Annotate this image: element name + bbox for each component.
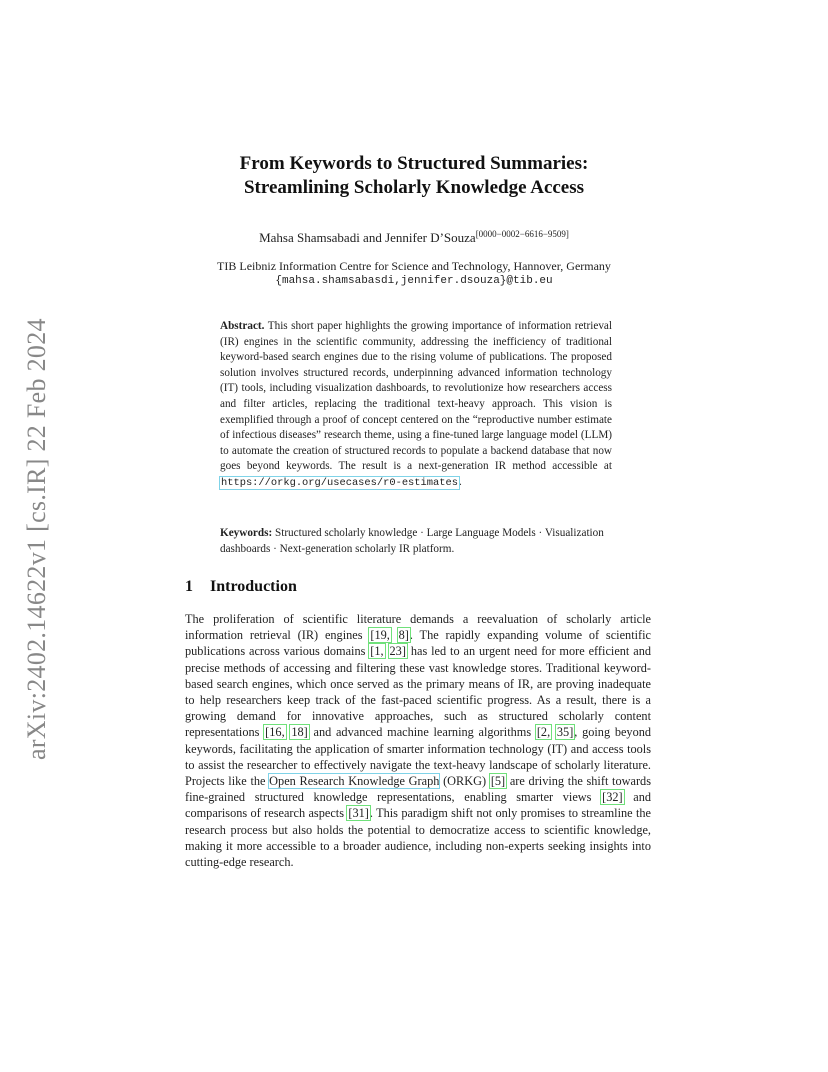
section-heading	[185, 578, 297, 596]
keywords	[220, 526, 620, 557]
abstract-end: .	[458, 475, 462, 488]
citation-link[interactable]: [16,	[265, 725, 285, 740]
orkg-link[interactable]: Open Research Knowledge Graph	[269, 774, 440, 789]
citation-link[interactable]: 18]	[291, 725, 308, 740]
citation-link[interactable]: [19,	[370, 628, 390, 643]
citation-link[interactable]: 23]	[389, 644, 406, 659]
affiliation-block	[0, 259, 828, 289]
intro-text: and advanced machine learning algorithms	[308, 725, 536, 740]
paper-title-line-1: From Keywords to Structured Summaries:	[239, 153, 589, 174]
abstract	[220, 319, 612, 492]
abstract-label: Abstract.	[220, 320, 265, 332]
citation-link[interactable]: [32]	[602, 790, 623, 805]
citation-link[interactable]: 35]	[556, 725, 574, 740]
section-number: 1	[185, 578, 193, 595]
arxiv-identifier-stamp: arXiv:2402.14622v1 [cs.IR] 22 Feb 2024	[22, 318, 51, 760]
intro-text: The proliferation of scientific literature demands a reevaluation of scholarly article information retrieval (IR) engines	[185, 612, 651, 643]
abstract-url-link[interactable]: https://orkg.org/usecases/r0-estimates	[221, 476, 458, 489]
paper-title	[0, 152, 828, 200]
citation-link[interactable]: 8]	[398, 628, 409, 643]
intro-text: , going beyond keywords, facilitating the application of smarter information technology (IT) and access tools to assist the researcher to effectively navigate the text-heavy landscape of scholarly literature. Projects like the	[185, 725, 652, 789]
keywords-label: Keywords:	[220, 527, 273, 539]
intro-text: and comparisons of research aspects	[185, 790, 651, 821]
abstract-text: This short paper highlights the growing importance of information retrieval (IR) engines in the scientific community, addressing the inefficiency of traditional keyword-based search engines due to the rising volume of publications. The proposed solution involves structured records, underpinning advanced information technology (IT) tools, including visualization dashboards, to revolutionize how researchers access and filter articles, replacing the traditional text-heavy approach. This vision is exemplified through a proof of concept centered on the “reproductive number estimate of infectious diseases” research theme, using a fine-tuned large language model (LLM) to automate the creation of structured records to populate a backend database that now goes beyond keywords. The result is a next-generation IR method accessible at	[220, 320, 612, 473]
author-names: Mahsa Shamsabadi and Jennifer D’Souza	[259, 230, 476, 245]
citation-link[interactable]: [5]	[490, 774, 506, 789]
orcid-superscript: [0000−0002−6616−9509]	[475, 229, 569, 239]
keywords-text: Structured scholarly knowledge · Large Language Models · Visualization dashboards · Next-generation scholarly IR platform.	[220, 527, 604, 555]
author-line	[0, 229, 828, 246]
intro-text: . This paradigm shift not only promises to streamline the research process but also holds the potential to democratize access to scientific knowledge, making it more accessible to a broader audience, including non-experts seeking insights into cutting-edge research.	[185, 806, 651, 870]
institution-name: TIB Leibniz Information Centre for Science and Technology, Hannover, Germany	[217, 259, 611, 273]
paper-title-line-2: Streamlining Scholarly Knowledge Access	[243, 177, 585, 198]
citation-link[interactable]: [2,	[536, 725, 551, 740]
intro-text: has led to an urgent need for more efficient and precise methods of accessing and filtering these vast knowledge stores. Traditional keyword-based search engines, which once served as the primary means of IR, are proving inadequate to help researchers keep track of the fast-paced scientific progress. As a result, there is a growing demand for innovative approaches, such as structured scholarly content representations	[185, 644, 651, 740]
intro-text: . The rapidly expanding volume of scientific publications across various domains	[185, 628, 652, 659]
intro-text: (ORKG)	[439, 774, 490, 789]
citation-link[interactable]: [1,	[370, 644, 384, 659]
intro-text: are driving the shift towards fine-grained structured knowledge representations, enabling smarter views	[185, 774, 651, 805]
introduction-paragraph	[185, 611, 651, 870]
author-emails: {mahsa.shamsabasdi,jennifer.dsouza}@tib.eu	[275, 275, 553, 287]
citation-link[interactable]: [31]	[348, 806, 369, 821]
section-title: Introduction	[210, 578, 297, 595]
